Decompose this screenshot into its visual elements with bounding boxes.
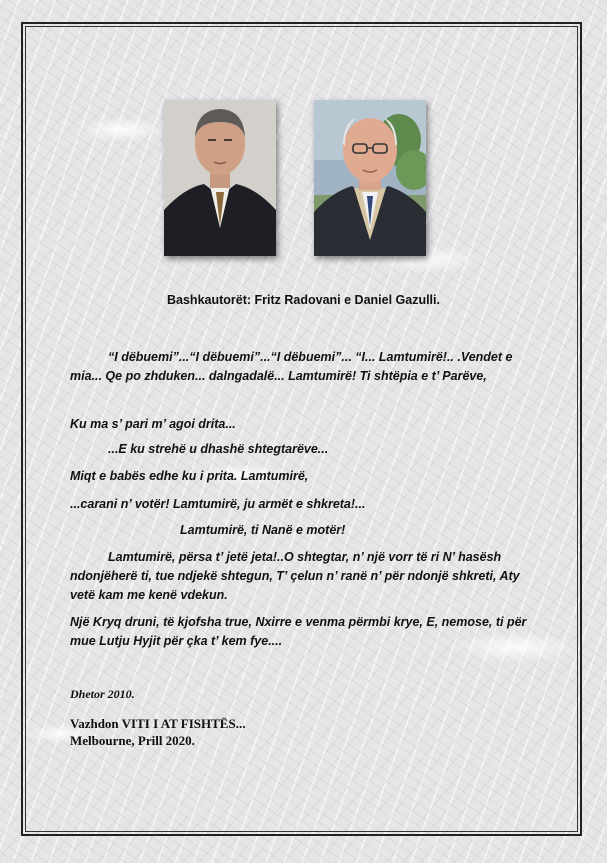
portrait-photo-left <box>164 100 276 256</box>
poem-line-6: Lamtumirë, ti Nanë e motër! <box>180 523 346 537</box>
poem-line-2: Ku ma s’ pari m’ agoi drita... <box>70 417 236 431</box>
poem-stanza-7: Lamtumirë, përsa t’ jetë jeta!..O shtegtar, n’ një vorr të ri N’ hasësh ndonjëherë ti, tue ndjekë shtegun, T’ çelun n’ ranë n’ për ndonjë shkreti, Aty vetë kam me kenë vdekun. <box>70 550 520 602</box>
poem-stanza-8: Një Kryq druni, të kjofsha true, Nxirre e venma përmbi krye, E, nemose, ti për mue Lutju Hyjit për çka t’ kem fye.... <box>70 615 527 648</box>
poem-line-4: Miqt e babës edhe ku i prita. Lamtumirë, <box>70 469 309 483</box>
photo-caption: Bashkautorët: Fritz Radovani e Daniel Gazulli. <box>167 293 440 307</box>
footer-place-date: Melbourne, Prill 2020. <box>70 733 195 748</box>
footer-continuation: Vazhdon VITI I AT FISHTËS... <box>70 716 246 731</box>
poem-line-3: ...E ku strehë u dhashë shtegtarëve... <box>108 442 329 456</box>
poem-date: Dhetor 2010. <box>70 687 135 701</box>
poem-stanza-1: “I dëbuemi”...“I dëbuemi”...“I dëbuemi”... “I... Lamtumirë!.. .Vendet e mia... Qe po zhduken... dalngadalë... Lamtumirë! Ti shtëpia e t’ Parëve, <box>70 350 513 383</box>
poem-line-5: ...carani n’ votër! Lamtumirë, ju armët e shkreta!... <box>70 497 366 511</box>
portrait-photo-right <box>314 100 426 256</box>
